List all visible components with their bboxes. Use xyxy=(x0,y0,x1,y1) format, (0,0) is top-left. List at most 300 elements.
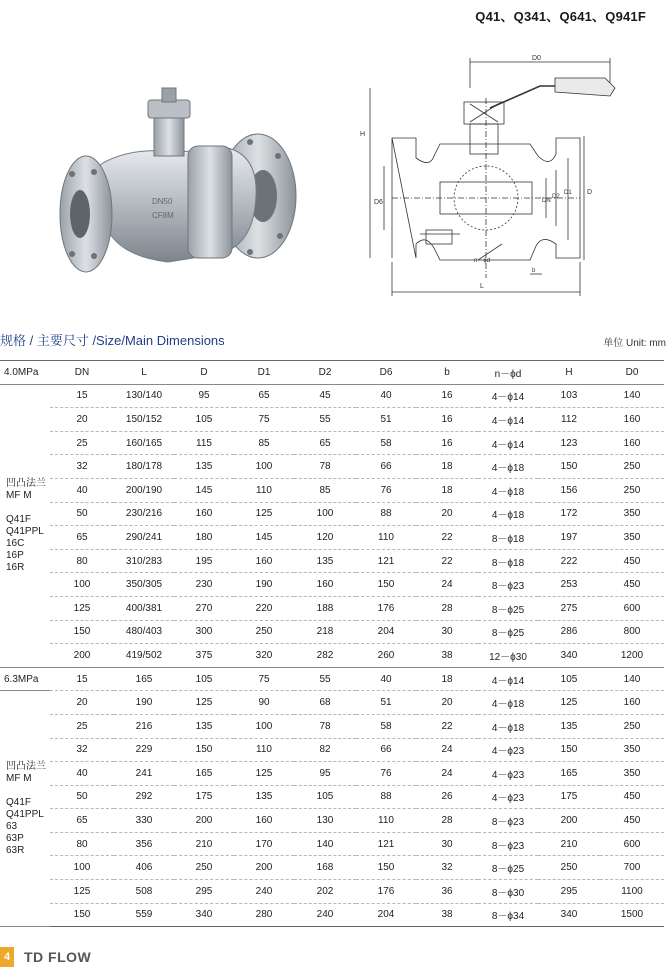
table-cell: 1500 xyxy=(600,903,664,927)
table-cell: 105 xyxy=(538,667,600,691)
table-cell: 145 xyxy=(234,526,294,550)
table-cell: 40 xyxy=(356,384,416,408)
page-number: 4 xyxy=(0,947,14,967)
model-label-line xyxy=(6,502,50,514)
table-cell: 123 xyxy=(538,431,600,455)
table-cell: 160 xyxy=(600,431,664,455)
table-cell: 24 xyxy=(416,738,478,762)
table-cell: 90 xyxy=(234,691,294,715)
table-cell: 58 xyxy=(356,431,416,455)
table-cell: 508 xyxy=(114,880,174,904)
table-cell: 40 xyxy=(50,762,114,786)
table-cell: 8－ϕ18 xyxy=(478,526,538,550)
table-cell: 320 xyxy=(234,644,294,668)
table-cell: 250 xyxy=(600,478,664,502)
table-cell: 125 xyxy=(174,691,234,715)
table-cell: 24 xyxy=(416,573,478,597)
table-cell: 110 xyxy=(234,738,294,762)
table-header-cell: DN xyxy=(50,361,114,385)
table-cell: 253 xyxy=(538,573,600,597)
table-cell: 16 xyxy=(416,431,478,455)
table-cell: 140 xyxy=(294,832,356,856)
table-cell: 200/190 xyxy=(114,478,174,502)
table-cell: 51 xyxy=(356,691,416,715)
table-cell: 32 xyxy=(416,856,478,880)
table-cell: 76 xyxy=(356,478,416,502)
table-cell: 78 xyxy=(294,714,356,738)
table-cell: 25 xyxy=(50,431,114,455)
table-cell: 16 xyxy=(416,384,478,408)
table-cell: 350/305 xyxy=(114,573,174,597)
table-cell: 450 xyxy=(600,549,664,573)
brand-logo: TD FLOW xyxy=(24,949,92,965)
table-cell: 229 xyxy=(114,738,174,762)
table-cell: 38 xyxy=(416,644,478,668)
table-cell: 400/381 xyxy=(114,596,174,620)
model-label-line: MF M xyxy=(6,489,32,501)
table-cell: 1100 xyxy=(600,880,664,904)
table-cell: 165 xyxy=(538,762,600,786)
table-cell: 40 xyxy=(356,667,416,691)
ball-valve-photo xyxy=(58,86,298,276)
table-header-cell: D xyxy=(174,361,234,385)
table-cell: 38 xyxy=(416,903,478,927)
table-cell: 15 xyxy=(50,384,114,408)
table-cell: 80 xyxy=(50,549,114,573)
pressure-rating: 6.3MPa xyxy=(0,667,50,691)
table-row xyxy=(0,809,664,833)
table-cell: 50 xyxy=(50,785,114,809)
table-cell: 8－ϕ25 xyxy=(478,596,538,620)
table-cell: 110 xyxy=(234,478,294,502)
table-header-cell: D0 xyxy=(600,361,664,385)
table-cell: 26 xyxy=(416,785,478,809)
table-cell: 150 xyxy=(538,455,600,479)
table-cell: 82 xyxy=(294,738,356,762)
table-row xyxy=(0,644,664,668)
table-header-cell: H xyxy=(538,361,600,385)
table-cell: 110 xyxy=(356,809,416,833)
table-cell: 68 xyxy=(294,691,356,715)
table-cell: 165 xyxy=(114,667,174,691)
dim-l: L xyxy=(480,283,484,290)
table-cell: 295 xyxy=(538,880,600,904)
table-cell: 100 xyxy=(234,714,294,738)
table-cell: 180/178 xyxy=(114,455,174,479)
table-cell: 700 xyxy=(600,856,664,880)
table-cell: 290/241 xyxy=(114,526,174,550)
table-cell: 340 xyxy=(538,903,600,927)
table-cell: 30 xyxy=(416,620,478,644)
table-cell: 100 xyxy=(234,455,294,479)
dim-d0: D0 xyxy=(532,55,541,62)
table-cell: 200 xyxy=(538,809,600,833)
table-cell: 22 xyxy=(416,526,478,550)
table-cell: 202 xyxy=(294,880,356,904)
table-cell: 50 xyxy=(50,502,114,526)
table-cell: 406 xyxy=(114,856,174,880)
table-cell: 1200 xyxy=(600,644,664,668)
table-cell: 286 xyxy=(538,620,600,644)
table-cell: 172 xyxy=(538,502,600,526)
table-cell: 103 xyxy=(538,384,600,408)
table-cell: 4－ϕ18 xyxy=(478,502,538,526)
table-cell: 170 xyxy=(234,832,294,856)
table-cell: 250 xyxy=(234,620,294,644)
dim-h: H xyxy=(360,131,366,138)
table-header-cell: D2 xyxy=(294,361,356,385)
table-cell: 220 xyxy=(234,596,294,620)
table-cell: 18 xyxy=(416,478,478,502)
table-cell: 450 xyxy=(600,809,664,833)
model-label-line xyxy=(6,785,50,797)
table-cell: 480/403 xyxy=(114,620,174,644)
table-cell: 25 xyxy=(50,714,114,738)
table-cell: 218 xyxy=(294,620,356,644)
table-cell: 450 xyxy=(600,573,664,597)
table-cell: 160 xyxy=(294,573,356,597)
table-cell: 51 xyxy=(356,408,416,432)
table-cell: 8－ϕ23 xyxy=(478,809,538,833)
table-cell: 36 xyxy=(416,880,478,904)
table-cell: 121 xyxy=(356,549,416,573)
table-cell: 75 xyxy=(234,667,294,691)
table-cell: 4－ϕ18 xyxy=(478,455,538,479)
table-cell: 190 xyxy=(114,691,174,715)
table-cell: 150/152 xyxy=(114,408,174,432)
table-cell: 24 xyxy=(416,762,478,786)
model-label-line: 63P xyxy=(6,832,24,844)
table-cell: 16 xyxy=(416,408,478,432)
table-row xyxy=(0,714,664,738)
model-label-line: Q41PPL xyxy=(6,525,44,537)
model-group-label xyxy=(0,384,50,667)
table-cell: 310/283 xyxy=(114,549,174,573)
table-cell: 55 xyxy=(294,667,356,691)
model-label-line: 63 xyxy=(6,820,18,832)
table-cell: 150 xyxy=(356,856,416,880)
table-cell: 241 xyxy=(114,762,174,786)
table-cell: 250 xyxy=(174,856,234,880)
table-cell: 240 xyxy=(294,903,356,927)
table-cell: 22 xyxy=(416,714,478,738)
table-header-cell: D6 xyxy=(356,361,416,385)
table-cell: 100 xyxy=(50,856,114,880)
table-cell: 188 xyxy=(294,596,356,620)
table-cell: 20 xyxy=(50,691,114,715)
table-cell: 32 xyxy=(50,738,114,762)
table-cell: 160 xyxy=(234,809,294,833)
table-cell: 66 xyxy=(356,455,416,479)
model-label-line: Q41PPL xyxy=(6,808,44,820)
table-cell: 295 xyxy=(174,880,234,904)
table-header-cell: L xyxy=(114,361,174,385)
table-cell: 195 xyxy=(174,549,234,573)
table-cell: 150 xyxy=(356,573,416,597)
table-cell: 8－ϕ25 xyxy=(478,620,538,644)
table-cell: 140 xyxy=(600,667,664,691)
table-cell: 4－ϕ14 xyxy=(478,431,538,455)
table-header-cell: 4.0MPa xyxy=(0,361,50,385)
table-cell: 419/502 xyxy=(114,644,174,668)
table-cell: 45 xyxy=(294,384,356,408)
table-cell: 8－ϕ34 xyxy=(478,903,538,927)
table-cell: 4－ϕ23 xyxy=(478,738,538,762)
table-cell: 95 xyxy=(174,384,234,408)
table-cell: 160 xyxy=(234,549,294,573)
table-cell: 80 xyxy=(50,832,114,856)
table-cell: 100 xyxy=(294,502,356,526)
table-cell: 150 xyxy=(50,620,114,644)
table-cell: 85 xyxy=(234,431,294,455)
table-row xyxy=(0,573,664,597)
table-cell: 30 xyxy=(416,832,478,856)
valve-section-drawing xyxy=(360,48,660,302)
table-cell: 160 xyxy=(600,408,664,432)
table-cell: 4－ϕ18 xyxy=(478,714,538,738)
table-row xyxy=(0,526,664,550)
table-cell: 222 xyxy=(538,549,600,573)
table-row xyxy=(0,856,664,880)
table-cell: 55 xyxy=(294,408,356,432)
table-cell: 75 xyxy=(234,408,294,432)
table-cell: 197 xyxy=(538,526,600,550)
table-cell: 4－ϕ14 xyxy=(478,384,538,408)
table-cell: 135 xyxy=(294,549,356,573)
table-cell: 180 xyxy=(174,526,234,550)
table-cell: 66 xyxy=(356,738,416,762)
table-cell: 176 xyxy=(356,880,416,904)
table-row xyxy=(0,431,664,455)
table-cell: 8－ϕ23 xyxy=(478,573,538,597)
table-cell: 145 xyxy=(174,478,234,502)
table-cell: 125 xyxy=(50,596,114,620)
table-cell: 240 xyxy=(234,880,294,904)
footer xyxy=(0,947,91,967)
table-cell: 88 xyxy=(356,785,416,809)
table-cell: 8－ϕ30 xyxy=(478,880,538,904)
dim-b: b xyxy=(532,268,536,274)
dim-d2: D2 xyxy=(552,194,560,200)
table-cell: 135 xyxy=(538,714,600,738)
table-cell: 4－ϕ14 xyxy=(478,408,538,432)
table-cell: 4－ϕ23 xyxy=(478,762,538,786)
model-label-line: Q41F xyxy=(6,796,32,808)
table-cell: 250 xyxy=(538,856,600,880)
dim-dn: DN xyxy=(542,198,551,204)
table-cell: 105 xyxy=(174,408,234,432)
table-cell: 216 xyxy=(114,714,174,738)
table-cell: 20 xyxy=(416,502,478,526)
table-cell: 8－ϕ23 xyxy=(478,832,538,856)
table-row xyxy=(0,596,664,620)
table-cell: 28 xyxy=(416,809,478,833)
table-cell: 65 xyxy=(50,526,114,550)
table-cell: 260 xyxy=(356,644,416,668)
table-cell: 210 xyxy=(538,832,600,856)
table-cell: 95 xyxy=(294,762,356,786)
model-label-line: 16C xyxy=(6,537,25,549)
table-cell: 280 xyxy=(234,903,294,927)
table-cell: 282 xyxy=(294,644,356,668)
table-cell: 88 xyxy=(356,502,416,526)
table-cell: 350 xyxy=(600,502,664,526)
table-cell: 20 xyxy=(50,408,114,432)
dim-d: D xyxy=(587,189,593,196)
table-row xyxy=(0,549,664,573)
dim-nphid: n－ϕd xyxy=(474,258,491,264)
table-cell: 125 xyxy=(50,880,114,904)
table-cell: 150 xyxy=(538,738,600,762)
table-cell: 130/140 xyxy=(114,384,174,408)
table-cell: 350 xyxy=(600,738,664,762)
table-cell: 350 xyxy=(600,762,664,786)
table-cell: 600 xyxy=(600,596,664,620)
table-cell: 28 xyxy=(416,596,478,620)
model-label-line: 16R xyxy=(6,561,25,573)
table-cell: 4－ϕ23 xyxy=(478,785,538,809)
table-cell: 340 xyxy=(174,903,234,927)
table-cell: 559 xyxy=(114,903,174,927)
table-cell: 350 xyxy=(600,526,664,550)
table-cell: 78 xyxy=(294,455,356,479)
table-cell: 156 xyxy=(538,478,600,502)
model-label-line: 凹凸法兰 xyxy=(6,760,46,772)
table-cell: 135 xyxy=(174,714,234,738)
table-cell: 110 xyxy=(356,526,416,550)
table-cell: 125 xyxy=(234,502,294,526)
table-cell: 105 xyxy=(294,785,356,809)
table-cell: 4－ϕ18 xyxy=(478,691,538,715)
table-row xyxy=(0,785,664,809)
model-group-label xyxy=(0,691,50,927)
table-cell: 204 xyxy=(356,903,416,927)
table-header-cell: n－ϕd xyxy=(478,361,538,385)
table-cell: 112 xyxy=(538,408,600,432)
table-cell: 250 xyxy=(600,714,664,738)
table-cell: 176 xyxy=(356,596,416,620)
photo-mark-material: CF8M xyxy=(152,211,174,220)
table-cell: 22 xyxy=(416,549,478,573)
table-cell: 250 xyxy=(600,455,664,479)
table-row xyxy=(0,832,664,856)
page-title: Q41、Q341、Q641、Q941F xyxy=(475,9,646,24)
table-cell: 165 xyxy=(174,762,234,786)
table-cell: 100 xyxy=(50,573,114,597)
table-cell: 15 xyxy=(50,667,114,691)
table-header-row xyxy=(0,361,664,385)
table-cell: 140 xyxy=(600,384,664,408)
model-label-line: Q41F xyxy=(6,513,32,525)
table-header-cell: D1 xyxy=(234,361,294,385)
table-cell: 4－ϕ14 xyxy=(478,667,538,691)
table-cell: 200 xyxy=(50,644,114,668)
table-cell: 76 xyxy=(356,762,416,786)
table-cell: 160 xyxy=(174,502,234,526)
model-label-line: 63R xyxy=(6,844,25,856)
table-cell: 105 xyxy=(174,667,234,691)
model-label-line: 凹凸法兰 xyxy=(6,477,46,489)
table-cell: 200 xyxy=(234,856,294,880)
table-cell: 58 xyxy=(356,714,416,738)
table-cell: 600 xyxy=(600,832,664,856)
table-row xyxy=(0,691,664,715)
table-row xyxy=(0,408,664,432)
table-cell: 800 xyxy=(600,620,664,644)
table-row xyxy=(0,667,664,691)
table-cell: 8－ϕ25 xyxy=(478,856,538,880)
table-cell: 130 xyxy=(294,809,356,833)
table-cell: 65 xyxy=(294,431,356,455)
table-cell: 200 xyxy=(174,809,234,833)
table-cell: 150 xyxy=(174,738,234,762)
table-cell: 375 xyxy=(174,644,234,668)
table-cell: 356 xyxy=(114,832,174,856)
table-cell: 65 xyxy=(50,809,114,833)
model-label-line: MF M xyxy=(6,772,32,784)
table-cell: 65 xyxy=(234,384,294,408)
table-cell: 20 xyxy=(416,691,478,715)
table-cell: 330 xyxy=(114,809,174,833)
dim-d1: D1 xyxy=(564,190,572,196)
table-cell: 85 xyxy=(294,478,356,502)
table-cell: 230/216 xyxy=(114,502,174,526)
section-title: 规格 / 主要尺寸 /Size/Main Dimensions xyxy=(0,333,225,348)
table-row xyxy=(0,384,664,408)
table-cell: 292 xyxy=(114,785,174,809)
table-row xyxy=(0,762,664,786)
unit-label: 单位 Unit: mm xyxy=(603,338,666,349)
table-cell: 40 xyxy=(50,478,114,502)
table-cell: 8－ϕ18 xyxy=(478,549,538,573)
table-cell: 204 xyxy=(356,620,416,644)
table-cell: 125 xyxy=(234,762,294,786)
table-row xyxy=(0,502,664,526)
table-row xyxy=(0,880,664,904)
table-row xyxy=(0,903,664,927)
dimensions-table xyxy=(0,360,664,927)
table-cell: 12－ϕ30 xyxy=(478,644,538,668)
table-cell: 125 xyxy=(538,691,600,715)
table-cell: 150 xyxy=(50,903,114,927)
table-cell: 4－ϕ18 xyxy=(478,478,538,502)
model-label-line: 16P xyxy=(6,549,24,561)
table-cell: 450 xyxy=(600,785,664,809)
table-cell: 115 xyxy=(174,431,234,455)
table-cell: 160/165 xyxy=(114,431,174,455)
table-header-cell: b xyxy=(416,361,478,385)
table-row xyxy=(0,455,664,479)
table-cell: 275 xyxy=(538,596,600,620)
dim-d6: D6 xyxy=(374,199,383,206)
table-cell: 300 xyxy=(174,620,234,644)
table-cell: 18 xyxy=(416,455,478,479)
table-cell: 32 xyxy=(50,455,114,479)
table-row xyxy=(0,478,664,502)
table-cell: 121 xyxy=(356,832,416,856)
table-cell: 160 xyxy=(600,691,664,715)
photo-mark-size: DN50 xyxy=(152,197,173,206)
table-row xyxy=(0,738,664,762)
table-cell: 210 xyxy=(174,832,234,856)
table-cell: 230 xyxy=(174,573,234,597)
table-cell: 135 xyxy=(234,785,294,809)
table-cell: 168 xyxy=(294,856,356,880)
table-cell: 120 xyxy=(294,526,356,550)
table-cell: 135 xyxy=(174,455,234,479)
table-cell: 175 xyxy=(174,785,234,809)
table-cell: 18 xyxy=(416,667,478,691)
